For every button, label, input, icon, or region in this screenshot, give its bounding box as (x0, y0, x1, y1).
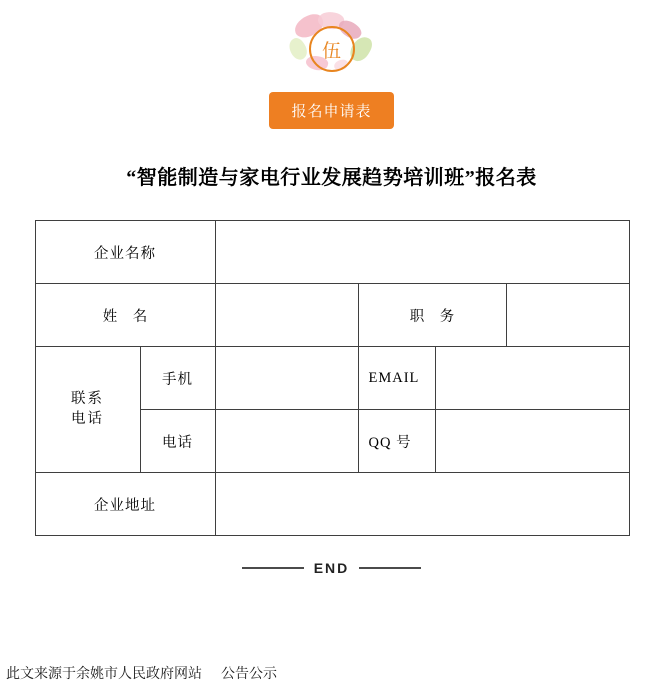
field-email[interactable] (435, 347, 629, 410)
label-company-name: 企业名称 (35, 221, 215, 284)
field-name[interactable] (215, 284, 358, 347)
label-qq: QQ 号 (358, 410, 435, 473)
label-contact-phone-line1: 联系 (71, 390, 104, 407)
end-divider (0, 560, 663, 576)
table-row (35, 284, 629, 347)
source-note-suffix: 公告公示 (221, 667, 277, 682)
field-qq[interactable] (435, 410, 629, 473)
label-contact-phone (35, 347, 140, 473)
label-company-address: 企业地址 (35, 473, 215, 536)
label-mobile: 手机 (140, 347, 215, 410)
seal-number: 伍 (309, 26, 355, 72)
registration-form-table (35, 220, 630, 536)
divider-line-right (359, 567, 421, 569)
field-company-name[interactable] (215, 221, 629, 284)
label-telephone: 电话 (140, 410, 215, 473)
table-row (35, 347, 629, 410)
source-note-prefix: 此文来源于余姚市人民政府网站 (6, 667, 202, 682)
section-badge-registration-form: 报名申请表 (269, 92, 393, 129)
label-email: EMAIL (358, 347, 435, 410)
label-contact-phone-line2: 电话 (71, 410, 104, 427)
table-row (35, 473, 629, 536)
field-company-address[interactable] (215, 473, 629, 536)
divider-line-left (242, 567, 304, 569)
label-name: 姓 名 (35, 284, 215, 347)
table-row (35, 221, 629, 284)
registration-form (35, 220, 629, 536)
field-position[interactable] (506, 284, 629, 347)
end-label: END (313, 560, 350, 576)
label-position: 职 务 (358, 284, 506, 347)
flower-seal (272, 10, 392, 88)
source-note (6, 663, 277, 683)
document-header (0, 0, 663, 129)
page-title: “智能制造与家电行业发展趋势培训班”报名表 (126, 167, 537, 189)
field-mobile[interactable] (215, 347, 358, 410)
field-telephone[interactable] (215, 410, 358, 473)
